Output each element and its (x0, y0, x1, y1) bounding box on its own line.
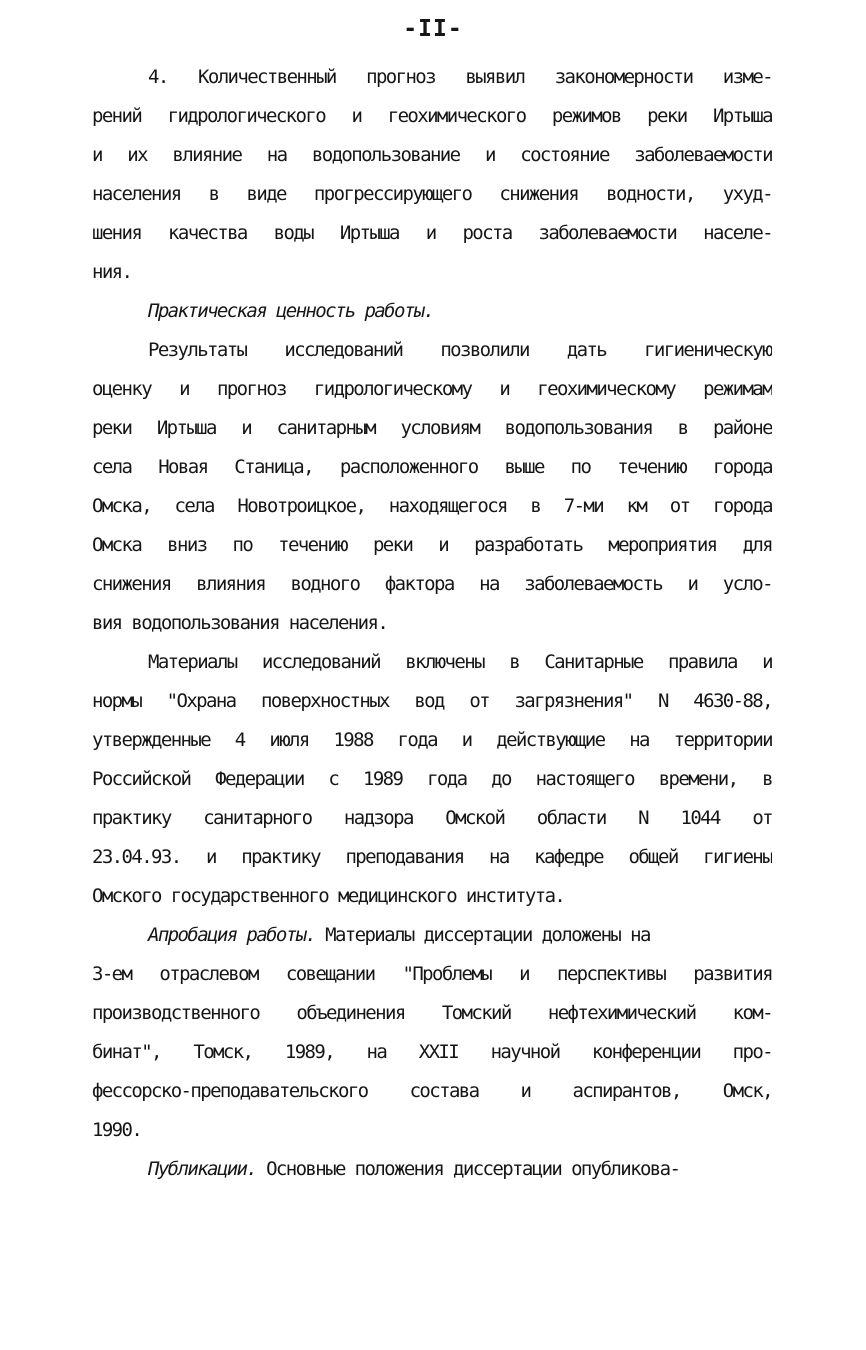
text-line: нормы "Охрана поверхностных вод от загрязнения" N 4630-88, (92, 690, 772, 712)
text-line: Результаты исследований позволили дать гигиеническую (148, 339, 772, 361)
text-line: снижения влияния водного фактора на заболеваемость и усло- (92, 573, 772, 595)
page-number: -II- (403, 16, 463, 42)
paragraph-practical-value (92, 337, 772, 649)
text-line: Омского государственного медицинского института. (92, 885, 565, 907)
paragraph-conclusion-4 (92, 64, 772, 298)
paragraph-publications (92, 1156, 772, 1195)
text-line: производственного объединения Томский нефтехимический ком- (92, 1002, 772, 1024)
text-run: Основные положения диссертации опубликова- (256, 1158, 680, 1180)
text-line: и их влияние на водопользование и состояние заболеваемости (92, 144, 772, 166)
text-line (92, 922, 772, 961)
text-line: Омска вниз по течению реки и разработать мероприятия для (92, 534, 772, 556)
text-line: оценку и прогноз гидрологическому и геохимическому режимам (92, 378, 772, 400)
text-line: 1990. (92, 1119, 142, 1141)
text-line: шения качества воды Иртыша и роста заболеваемости населе- (92, 222, 772, 244)
body-text (92, 64, 772, 1195)
text-line: ния. (92, 261, 132, 283)
text-line: практику санитарного надзора Омской области N 1044 от (92, 807, 772, 829)
section-heading: Публикации. (148, 1158, 257, 1180)
text-line: 4. Количественный прогноз выявил закономерности изме- (148, 66, 772, 88)
text-line: бинат", Томск, 1989, на XXII научной конференции про- (92, 1041, 772, 1063)
text-line: 3-ем отраслевом совещании "Проблемы и перспективы развития (92, 963, 772, 985)
text-line: Российской Федерации с 1989 года до настоящего времени, в (92, 768, 772, 790)
text-line: населения в виде прогрессирующего снижения водности, ухуд- (92, 183, 772, 205)
section-heading-practical-value (92, 298, 772, 337)
section-heading: Апробация работы. (148, 924, 316, 946)
text-line: утвержденные 4 июля 1988 года и действующие на территории (92, 729, 772, 751)
section-heading: Практическая ценность работы. (148, 300, 434, 322)
paragraph-approbation (92, 922, 772, 1156)
text-line: фессорско-преподавательского состава и аспирантов, Омск, (92, 1080, 772, 1102)
text-line: села Новая Станица, расположенного выше по течению города (92, 456, 772, 478)
text-line (92, 1156, 772, 1195)
text-line: вия водопользования населения. (92, 612, 388, 634)
text-line: реки Иртыша и санитарным условиям водопользования в районе (92, 417, 772, 439)
text-line: Омска, села Новотроицкое, находящегося в 7-ми км от города (92, 495, 772, 517)
text-line: рений гидрологического и геохимического режимов реки Иртыша (92, 105, 772, 127)
text-line: 23.04.93. и практику преподавания на кафедре общей гигиены (92, 846, 772, 868)
text-line: Материалы исследований включены в Санитарные правила и (148, 651, 772, 673)
text-run: Материалы диссертации доложены на (315, 924, 650, 946)
paragraph-materials (92, 649, 772, 922)
